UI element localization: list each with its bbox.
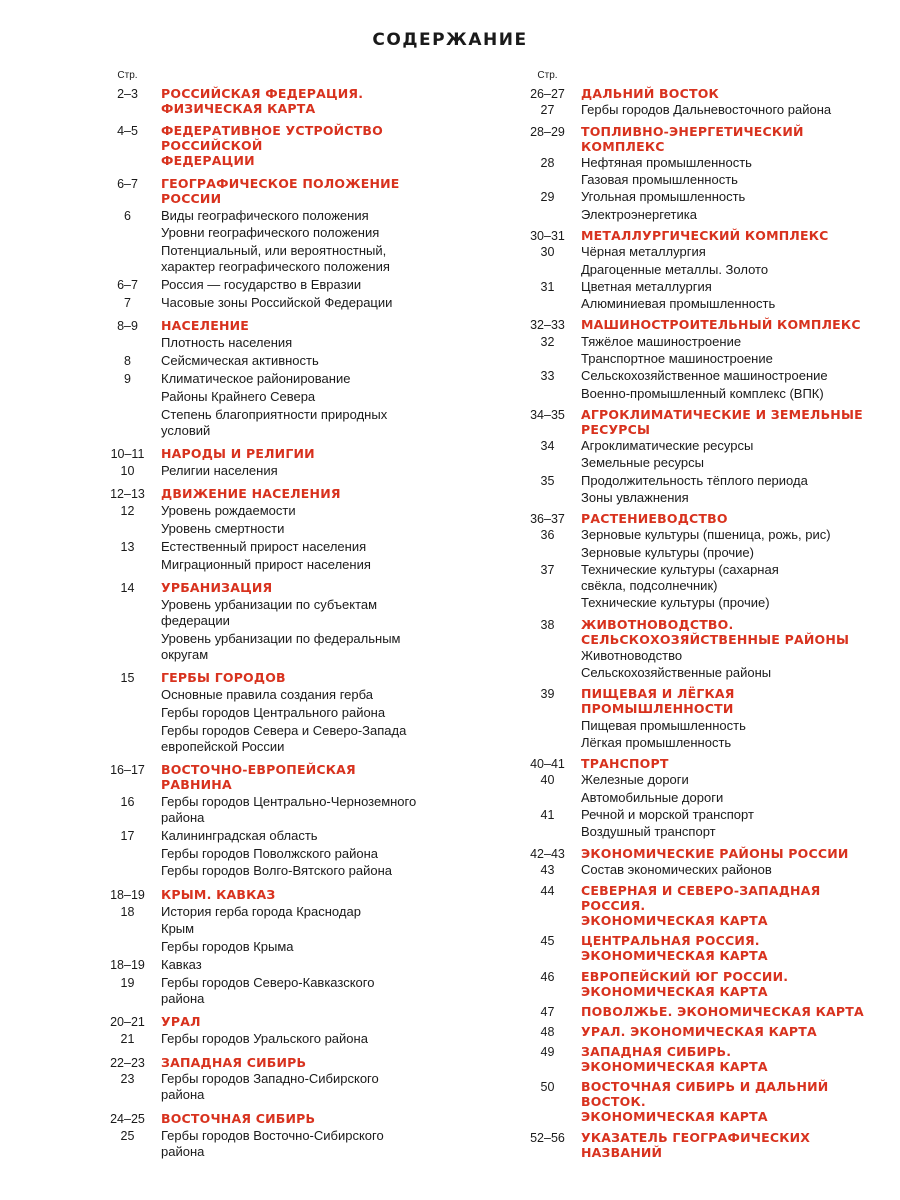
page-number: 52–56 [530, 1130, 565, 1145]
toc-entry [100, 243, 430, 275]
entry-title: Виды географического положения [161, 207, 369, 223]
entry-title: Гербы городов Северо-Кавказского района [161, 974, 375, 1006]
section-title: МАШИНОСТРОИТЕЛЬНЫЙ КОМПЛЕКС [581, 317, 861, 333]
section-title: ТОПЛИВНО-ЭНЕРГЕТИЧЕСКИЙ КОМПЛЕКС [581, 123, 804, 154]
toc-section [100, 446, 430, 461]
page-number: 23 [120, 1072, 135, 1087]
entry-title: Основные правила создания герба [161, 686, 373, 702]
entry-title: Технические культуры (прочие) [581, 595, 770, 611]
page-number: 46 [540, 969, 555, 984]
entry-title: Районы Крайнего Севера [161, 388, 316, 404]
entry-title: Потенциальный, или вероятностный, характер географического положения [161, 243, 390, 275]
entry-title: Зерновые культуры (прочие) [581, 544, 754, 560]
page-column-header [520, 70, 865, 86]
page-number: 40–41 [530, 757, 565, 772]
page-number: 26–27 [530, 87, 565, 101]
toc-entry [520, 595, 865, 611]
toc-left-column [100, 70, 430, 1160]
toc-entry [100, 225, 430, 241]
entry-title: Цветная металлургия [581, 278, 712, 294]
entry-title: Агроклиматические ресурсы [581, 438, 754, 454]
toc-entry [520, 772, 865, 788]
toc-entry [520, 490, 865, 506]
entry-title: Животноводство [581, 647, 683, 663]
page-number: 6 [124, 208, 131, 223]
page-number: 15 [120, 671, 135, 686]
toc-entry [520, 368, 865, 384]
page-number: 30 [540, 245, 555, 260]
toc-entry [520, 172, 865, 188]
section-title: МЕТАЛЛУРГИЧЕСКИЙ КОМПЛЕКС [581, 227, 829, 243]
toc-entry [520, 296, 865, 312]
page-number: 47 [540, 1004, 555, 1019]
toc-entry [520, 455, 865, 471]
toc-section [520, 317, 865, 332]
toc-section [100, 1055, 430, 1070]
section-title: НАСЕЛЕНИЕ [161, 318, 250, 334]
entry-title: Драгоценные металлы. Золото [581, 261, 769, 277]
toc-entry [100, 353, 430, 369]
toc-entry [520, 718, 865, 734]
toc-entry [520, 527, 865, 543]
entry-title: Крым [161, 921, 195, 937]
toc-entry [100, 1071, 430, 1103]
entry-title: Климатическое районирование [161, 370, 351, 386]
page-number: 32–33 [530, 318, 565, 333]
section-title: УКАЗАТЕЛЬ ГЕОГРАФИЧЕСКИХ НАЗВАНИЙ [581, 1129, 811, 1160]
section-title: ЗАПАДНАЯ СИБИРЬ [161, 1054, 307, 1070]
entry-title: Уровень рождаемости [161, 503, 296, 519]
toc-entry [520, 207, 865, 223]
page-number: 16 [120, 794, 135, 809]
page-number: 22–23 [110, 1055, 145, 1070]
page-number: 50 [540, 1080, 555, 1095]
section-title: ДАЛЬНИЙ ВОСТОК [581, 86, 719, 101]
toc-section [100, 1014, 430, 1029]
toc-entry [100, 371, 430, 387]
entry-title: Состав экономических районов [581, 861, 772, 877]
entry-title: Религии населения [161, 462, 278, 478]
toc-section [520, 124, 865, 154]
toc-entry [100, 723, 430, 755]
section-title: ЦЕНТРАЛЬНАЯ РОССИЯ. ЭКОНОМИЧЕСКАЯ КАРТА [581, 933, 768, 964]
entry-title: Часовые зоны Российской Федерации [161, 295, 393, 310]
toc-section [520, 1130, 865, 1160]
section-title: ЭКОНОМИЧЕСКИЕ РАЙОНЫ РОССИИ [581, 845, 849, 861]
toc-entry [520, 648, 865, 664]
toc-section [520, 228, 865, 243]
page-number: 7 [124, 296, 131, 310]
section-title: ЖИВОТНОВОДСТВО. СЕЛЬСКОХОЗЯЙСТВЕННЫЕ РАЙОНЫ [581, 616, 850, 647]
page-number: 34–35 [530, 407, 565, 422]
entry-title: Пищевая промышленность [581, 717, 746, 733]
toc-section [100, 486, 430, 501]
page-number: 29 [540, 190, 555, 205]
toc-section [100, 123, 430, 168]
entry-title: Железные дороги [581, 772, 689, 788]
entry-title: Тяжёлое машиностроение [581, 333, 742, 349]
entry-title: Гербы городов Севера и Северо-Запада европейской России [161, 722, 407, 754]
section-title: КРЫМ. КАВКАЗ [161, 886, 276, 902]
toc-entry [520, 862, 865, 878]
page-number: 9 [124, 371, 131, 386]
page-number: 21 [120, 1032, 135, 1047]
entry-title: Гербы городов Поволжского района [161, 845, 379, 861]
toc-section [520, 1004, 865, 1019]
toc-entry [520, 189, 865, 205]
toc-entry [100, 1128, 430, 1160]
page-number: 4–5 [117, 124, 138, 139]
page-number: 33 [540, 369, 555, 384]
entry-title: Электроэнергетика [581, 206, 697, 222]
toc-entry [100, 335, 430, 351]
page-number: 37 [540, 563, 555, 578]
page-number: 12–13 [110, 487, 145, 502]
page-number: 45 [540, 934, 555, 949]
toc-entry [520, 155, 865, 171]
page-number: 48 [540, 1024, 555, 1039]
page-label: Стр. [537, 70, 558, 81]
entry-title: Зоны увлажнения [581, 489, 689, 505]
toc-section [520, 1079, 865, 1124]
entry-title: Гербы городов Восточно-Сибирского района [161, 1127, 384, 1159]
toc-entry [100, 846, 430, 862]
page-title: СОДЕРЖАНИЕ [372, 30, 528, 50]
section-title: ЕВРОПЕЙСКИЙ ЮГ РОССИИ. ЭКОНОМИЧЕСКАЯ КАРТА [581, 968, 789, 999]
page-number: 8–9 [117, 319, 138, 334]
section-title: УРБАНИЗАЦИЯ [161, 580, 273, 595]
section-title: УРАЛ. ЭКОНОМИЧЕСКАЯ КАРТА [581, 1023, 817, 1039]
entry-title: Зерновые культуры (пшеница, рожь, рис) [581, 527, 831, 543]
page-number: 43 [540, 862, 555, 877]
toc-entry [100, 557, 430, 573]
toc-entry [520, 279, 865, 295]
entry-title: Россия — государство в Евразии [161, 277, 362, 293]
entry-title: Военно-промышленный комплекс (ВПК) [581, 385, 824, 401]
toc-entry [520, 790, 865, 806]
entry-title: Алюминиевая промышленность [581, 296, 776, 312]
page-number: 25 [120, 1128, 135, 1143]
page-number: 36–37 [530, 512, 565, 527]
section-title: ВОСТОЧНАЯ СИБИРЬ И ДАЛЬНИЙ ВОСТОК. ЭКОНОМИЧЕСКАЯ КАРТА [581, 1079, 829, 1125]
entry-title: Плотность населения [161, 335, 293, 351]
toc-section [520, 883, 865, 928]
toc-entry [100, 794, 430, 826]
toc-entry [520, 824, 865, 840]
toc-entry [100, 904, 430, 920]
toc-entry [520, 102, 865, 118]
entry-title: Гербы городов Уральского района [161, 1031, 368, 1047]
toc-entry [520, 334, 865, 350]
page-column-header [100, 70, 430, 86]
entry-title: Уровень смертности [161, 520, 285, 536]
entry-title: Нефтяная промышленность [581, 154, 752, 170]
page-number: 44 [540, 884, 555, 899]
toc-section [520, 86, 865, 101]
toc-section [100, 1111, 430, 1126]
toc-section [100, 176, 430, 206]
entry-title: Транспортное машиностроение [581, 350, 773, 366]
page-number: 27 [540, 103, 555, 118]
toc-entry [100, 463, 430, 479]
toc-section [520, 407, 865, 437]
toc-entry [520, 665, 865, 681]
page-number: 32 [540, 334, 555, 349]
entry-title: Автомобильные дороги [581, 789, 724, 805]
entry-title: Технические культуры (сахарная свёкла, подсолнечник) [581, 562, 779, 594]
page-number: 8 [124, 354, 131, 369]
page-number: 34 [540, 439, 555, 454]
page-number: 13 [120, 539, 135, 554]
toc-entry [100, 407, 430, 439]
toc-section [100, 887, 430, 902]
page-number: 40 [540, 773, 555, 788]
toc-entry [520, 562, 865, 594]
section-title: СЕВЕРНАЯ И СЕВЕРО-ЗАПАДНАЯ РОССИЯ. ЭКОНОМИЧЕСКАЯ КАРТА [581, 883, 821, 929]
page-number: 6–7 [117, 278, 138, 293]
toc-entry [520, 262, 865, 278]
toc-entry [100, 521, 430, 537]
section-title: ДВИЖЕНИЕ НАСЕЛЕНИЯ [161, 486, 341, 502]
page-number: 41 [540, 808, 555, 823]
entry-title: Естественный прирост населения [161, 538, 367, 554]
page-number: 30–31 [530, 228, 565, 243]
toc-entry [100, 863, 430, 879]
entry-title: Степень благоприятности природных условий [161, 406, 388, 438]
toc-section [520, 756, 865, 771]
page-number: 49 [540, 1045, 555, 1060]
page-number: 20–21 [110, 1015, 145, 1030]
toc-entry [520, 438, 865, 454]
entry-title: Калининградская область [161, 827, 318, 843]
entry-title: Гербы городов Дальневосточного района [581, 102, 832, 118]
toc-entry [100, 539, 430, 555]
toc-section [520, 933, 865, 963]
section-title: ВОСТОЧНАЯ СИБИРЬ [161, 1110, 316, 1126]
toc-entry [100, 828, 430, 844]
section-title: ПИЩЕВАЯ И ЛЁГКАЯ ПРОМЫШЛЕННОСТИ [581, 686, 735, 717]
toc-entry [520, 735, 865, 751]
page-number: 14 [120, 581, 135, 595]
entry-title: Сейсмическая активность [161, 353, 319, 369]
page-number: 28 [540, 155, 555, 170]
page-number: 28–29 [530, 124, 565, 139]
page-number: 39 [540, 687, 555, 702]
page-number: 2–3 [117, 87, 138, 101]
page-number: 16–17 [110, 763, 145, 777]
entry-title: История герба города Краснодар [161, 903, 361, 919]
toc-entry [100, 1031, 430, 1047]
entry-title: Чёрная металлургия [581, 244, 706, 260]
entry-title: Гербы городов Центрального района [161, 704, 386, 720]
page-number: 24–25 [110, 1111, 145, 1126]
toc-section [520, 511, 865, 526]
toc-section [100, 670, 430, 685]
toc-right-column [520, 70, 865, 1160]
section-title: РОССИЙСКАЯ ФЕДЕРАЦИЯ. ФИЗИЧЕСКАЯ КАРТА [161, 86, 364, 116]
entry-title: Лёгкая промышленность [581, 734, 732, 750]
toc-entry [520, 473, 865, 489]
page-number: 10 [120, 463, 135, 478]
page-number: 36 [540, 528, 555, 543]
toc-entry [100, 208, 430, 224]
toc-entry [520, 351, 865, 367]
section-title: ФЕДЕРАТИВНОЕ УСТРОЙСТВО РОССИЙСКОЙ ФЕДЕРАЦИИ [161, 123, 383, 169]
entry-title: Воздушный транспорт [581, 824, 716, 840]
entry-title: Земельные ресурсы [581, 455, 704, 471]
toc-entry [100, 503, 430, 519]
toc-entry [100, 921, 430, 937]
entry-title: Уровень урбанизации по субъектам федерации [161, 596, 378, 628]
entry-title: Гербы городов Крыма [161, 939, 294, 955]
toc-section [520, 617, 865, 647]
entry-title: Продолжительность тёплого периода [581, 472, 808, 488]
page-number: 17 [120, 828, 135, 843]
toc-section [100, 762, 430, 792]
toc-section [100, 318, 430, 333]
page-label: Стр. [117, 70, 138, 81]
entry-title: Сельскохозяйственное машиностроение [581, 368, 828, 384]
entry-title: Сельскохозяйственные районы [581, 665, 772, 681]
toc-section [520, 1024, 865, 1039]
toc-section [520, 1044, 865, 1074]
toc-section [100, 86, 430, 116]
toc-entry [520, 386, 865, 402]
entry-title: Кавказ [161, 957, 202, 973]
page-number: 31 [540, 279, 555, 294]
toc-entry [100, 939, 430, 955]
section-title: РАСТЕНИЕВОДСТВО [581, 511, 728, 527]
entry-title: Уровни географического положения [161, 225, 380, 241]
page-number: 18–19 [110, 958, 145, 973]
toc-entry [520, 244, 865, 260]
toc-entry [520, 807, 865, 823]
toc-section [520, 969, 865, 999]
page-number: 35 [540, 473, 555, 488]
section-title: ГЕОГРАФИЧЕСКОЕ ПОЛОЖЕНИЕ РОССИИ [161, 175, 400, 206]
toc-entry [100, 975, 430, 1007]
page-number: 18–19 [110, 887, 145, 902]
toc-entry [100, 389, 430, 405]
page-number: 18 [120, 904, 135, 919]
page-number: 38 [540, 617, 555, 632]
entry-title: Гербы городов Западно-Сибирского района [161, 1071, 379, 1103]
page-number: 10–11 [110, 447, 145, 461]
section-title: ВОСТОЧНО-ЕВРОПЕЙСКАЯ РАВНИНА [161, 762, 356, 792]
entry-title: Миграционный прирост населения [161, 556, 371, 572]
entry-title: Угольная промышленность [581, 189, 746, 205]
section-title: ТРАНСПОРТ [581, 756, 669, 772]
entry-title: Газовая промышленность [581, 172, 738, 188]
toc-entry [100, 277, 430, 293]
section-title: НАРОДЫ И РЕЛИГИИ [161, 446, 315, 461]
toc-entry [100, 687, 430, 703]
toc-entry [100, 631, 430, 663]
toc-entry [520, 545, 865, 561]
entry-title: Уровень урбанизации по федеральным округам [161, 630, 401, 662]
page-number: 12 [120, 504, 135, 519]
entry-title: Гербы городов Волго-Вятского района [161, 863, 393, 879]
entry-title: Речной и морской транспорт [581, 807, 754, 823]
toc-section [520, 686, 865, 716]
toc-section [520, 846, 865, 861]
toc-entry [100, 295, 430, 311]
page-number: 19 [120, 975, 135, 990]
section-title: ПОВОЛЖЬЕ. ЭКОНОМИЧЕСКАЯ КАРТА [581, 1003, 864, 1019]
toc-entry [100, 705, 430, 721]
page-number: 42–43 [530, 846, 565, 861]
section-title: АГРОКЛИМАТИЧЕСКИЕ И ЗЕМЕЛЬНЫЕ РЕСУРСЫ [581, 406, 863, 437]
section-title: УРАЛ [161, 1014, 201, 1030]
section-title: ЗАПАДНАЯ СИБИРЬ. ЭКОНОМИЧЕСКАЯ КАРТА [581, 1044, 768, 1075]
page-number: 6–7 [117, 176, 138, 191]
toc-entry [100, 597, 430, 629]
section-title: ГЕРБЫ ГОРОДОВ [161, 670, 286, 686]
toc-section [100, 580, 430, 595]
toc-entry [100, 957, 430, 973]
entry-title: Гербы городов Центрально-Черноземного района [161, 793, 417, 825]
